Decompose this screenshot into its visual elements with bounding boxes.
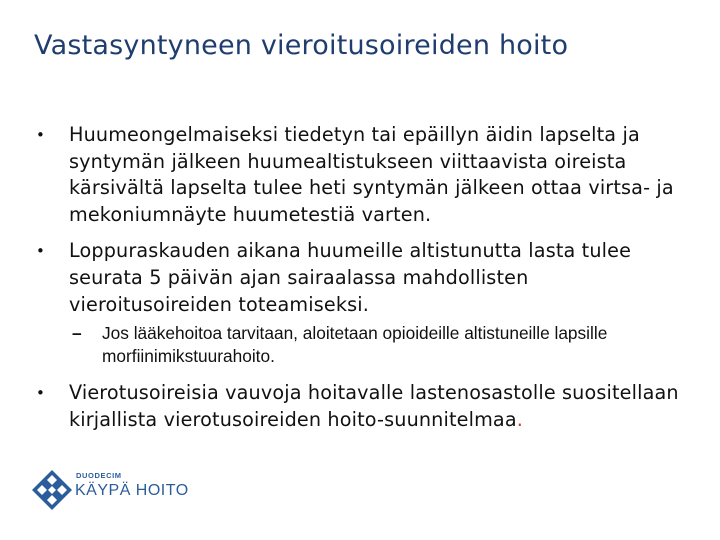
logo-small-text: DUODECIM: [76, 471, 122, 480]
bullet-marker: •: [36, 126, 45, 144]
bullet-text: Huumeongelmaiseksi tiedetyn tai epäillyn äidin lapselta ja syntymän jälkeen huumealtistukseen viittaavista oireista kärsivältä lapselta tulee heti syntymän jälkeen ottaa virtsa- ja mekoniumnäyte huumetestiä varten.: [69, 123, 674, 226]
logo-big-text: KÄYPÄ HOITO: [75, 482, 189, 499]
slide-content: [36, 122, 691, 443]
bullet-text: Loppuraskauden aikana huumeille altistunutta lasta tulee seurata 5 päivän ajan sairaalassa mahdollisten vieroitusoireiden toteamiseksi.: [69, 239, 632, 316]
bullet-marker: •: [36, 242, 45, 261]
bullet-marker: •: [36, 384, 45, 403]
bullet-item: [36, 380, 691, 433]
sub-bullet-item: [36, 322, 691, 368]
diamond-logo-icon: [32, 470, 72, 510]
slide-title: Vastasyntyneen vieroitusoireiden hoito: [34, 30, 569, 61]
bullet-item: [36, 122, 691, 228]
sub-bullet-marker: –: [72, 323, 82, 344]
kaypa-hoito-logo: [32, 468, 189, 512]
sub-bullet-text: Jos lääkehoitoa tarvitaan, aloitetaan opioideille altistuneille lapsille morfiinimikstuurahoito.: [102, 323, 608, 367]
bullet-end-mark: .: [516, 407, 523, 431]
bullet-text: Vierotusoireisia vauvoja hoitavalle lastenosastolle suositellaan kirjallista vierotusoireiden hoito-suunnitelmaa: [69, 381, 679, 431]
bullet-item: [36, 238, 691, 318]
